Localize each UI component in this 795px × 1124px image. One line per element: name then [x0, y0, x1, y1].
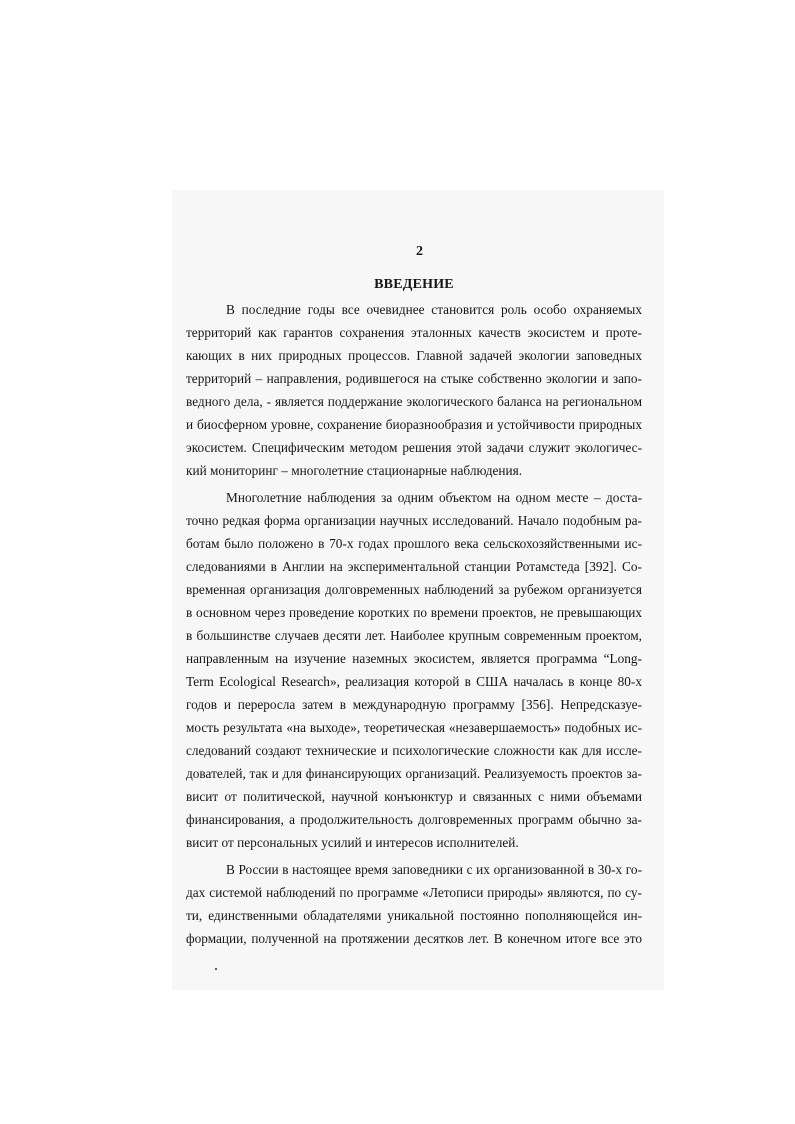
scan-speck	[215, 968, 217, 970]
text-line: экосистем. Специфическим методом решения этой задачи служит экологичес-	[186, 440, 642, 455]
text-line: Term Ecological Research», реализация которой в США началась в конце 80-х	[186, 674, 642, 689]
text-line: висит от персональных усилий и интересов исполнителей.	[186, 835, 519, 850]
text-line: временная организация долговременных наблюдений за рубежом организуется	[186, 582, 642, 597]
text-line: в основном через проведение коротких по времени проектов, не превышающих	[186, 605, 642, 620]
text-line: кий мониторинг – многолетние стационарные наблюдения.	[186, 463, 523, 478]
text-line: мость результата «на выходе», теоретическая «незавершаемость» подобных ис-	[186, 720, 642, 735]
text-line: точно редкая форма организации научных исследований. Начало подобным ра-	[186, 513, 642, 528]
text-line: годов и переросла затем в международную программу [356]. Непредсказуе-	[186, 697, 642, 712]
text-line: следований создают технические и психологические сложности как для иссле-	[186, 743, 642, 758]
paragraph	[186, 858, 642, 950]
text-line: финансирования, а продолжительность долговременных программ обычно за-	[186, 812, 642, 827]
text-line: направленным на изучение наземных экосистем, является программа “Long-	[186, 651, 642, 666]
text-line: В последние годы все очевиднее становится роль особо охраняемых	[226, 302, 642, 317]
text-line: Многолетние наблюдения за одним объектом на одном месте – доста-	[226, 490, 642, 505]
text-line: кающих в них природных процессов. Главной задачей экологии заповедных	[186, 348, 642, 363]
text-line: ти, единственными обладателями уникальной постоянно пополняющейся ин-	[186, 908, 642, 923]
text-line: формации, полученной на протяжении десятков лет. В конечном итоге все это	[186, 931, 642, 946]
text-line: территорий как гарантов сохранения эталонных качеств экосистем и проте-	[186, 325, 642, 340]
text-line: территорий – направления, родившегося на стыке собственно экологии и запо-	[186, 371, 642, 386]
body-text	[186, 298, 642, 950]
text-line: и биосферном уровне, сохранение биоразнообразия и устойчивости природных	[186, 417, 642, 432]
text-line: ботам было положено в 70-х годах прошлого века сельскохозяйственными ис-	[186, 536, 642, 551]
paragraph	[186, 486, 642, 854]
text-line: дователей, так и для финансирующих организаций. Реализуемость проектов за-	[186, 766, 642, 781]
text-line: в большинстве случаев десяти лет. Наиболее крупным современным проектом,	[186, 628, 642, 643]
paragraph	[186, 298, 642, 482]
text-line: дах системой наблюдений по программе «Летописи природы» являются, по су-	[186, 885, 642, 900]
section-heading: ВВЕДЕНИЕ	[374, 277, 454, 292]
page-number: 2	[416, 244, 423, 259]
text-line: ведного дела, - является поддержание экологического баланса на региональном	[186, 394, 642, 409]
text-line: В России в настоящее время заповедники с их организованной в 30-х го-	[226, 862, 642, 877]
text-line: висит от политической, научной конъюнктур и связанных с ними объемами	[186, 789, 642, 804]
text-line: следованиями в Англии на экспериментальной станции Ротамстеда [392]. Со-	[186, 559, 642, 574]
